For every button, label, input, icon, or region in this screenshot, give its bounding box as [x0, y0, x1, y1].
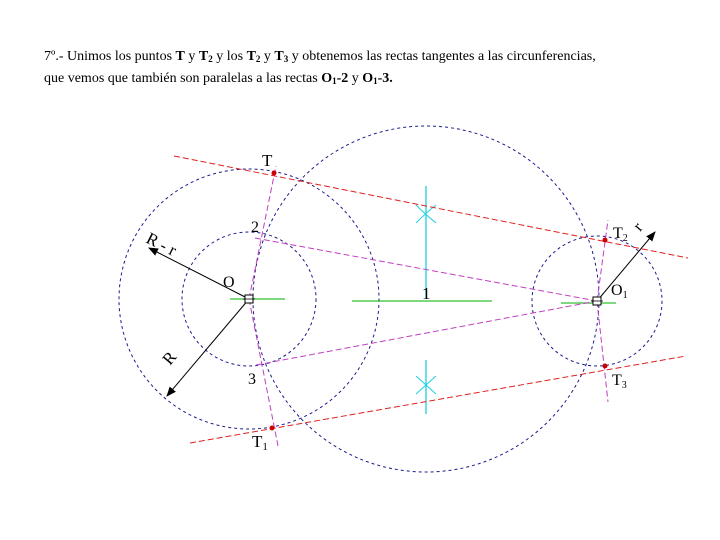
line-O1-T3: [597, 301, 608, 402]
label-R: R: [158, 347, 181, 369]
dimension-R: [167, 299, 249, 396]
label-T1: T1: [252, 432, 268, 453]
point-T1: [270, 426, 275, 431]
tangent-line-upper: [174, 156, 688, 258]
point-T3: [603, 364, 608, 369]
label-T2: T2: [613, 225, 628, 244]
line-3-O1: [256, 301, 597, 365]
label-T: T: [262, 151, 273, 170]
label-point-2: 2: [251, 219, 259, 236]
label-r: r: [630, 219, 647, 235]
line-O1-T2: [597, 220, 608, 301]
label-center-O1: O1: [611, 282, 628, 301]
label-center-O: O: [223, 274, 235, 291]
tangent-line-lower: [190, 356, 686, 443]
label-T3: T3: [612, 372, 627, 391]
label-point-3: 3: [248, 371, 256, 388]
caption-line-1: 7º.- Unimos los puntos T y $T_2$ y los $T_2$ y $T_3$ y obtenemos las rectas tangentes a las circunferencias,: [44, 49, 596, 64]
point-T2: [603, 238, 608, 243]
point-T: [272, 171, 277, 176]
label-R-minus-r: R - r: [143, 228, 180, 260]
caption-line-2: que vemos que también son paralelas a las rectas $O_1-2$ y $O_1-3$.: [44, 71, 393, 86]
label-midpoint-1: 1: [422, 284, 431, 303]
